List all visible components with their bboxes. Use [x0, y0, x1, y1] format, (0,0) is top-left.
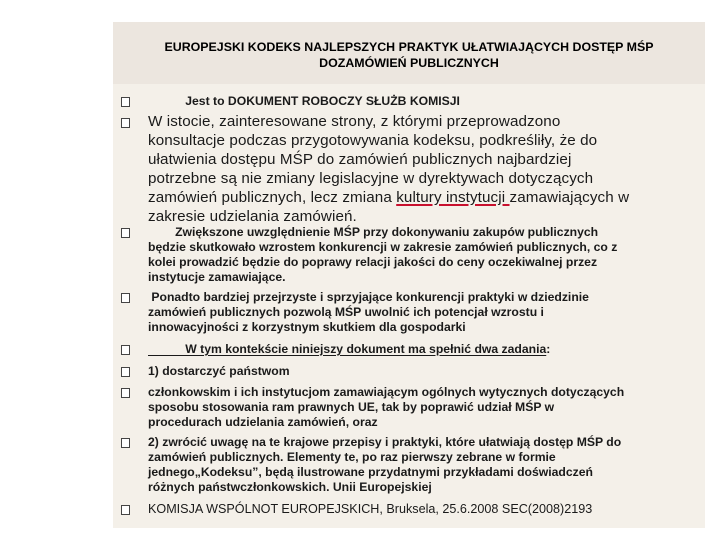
item-text: 2) zwrócić uwagę na te krajowe przepisy i praktyki, które ułatwiają dostęp MŚP do zamówień publicznych. Elementy te, po raz pierwszy zebrane w formie jednego„Kodeksu”, będą ilustrowane przydatnymi przykładami doświadczeń różnych państwczłonkowskich. Unii Europejskiej: [148, 435, 622, 494]
hyperlink[interactable]: kultury instytucji: [396, 189, 510, 206]
bullet-icon: [121, 228, 130, 238]
bullet-icon: [121, 367, 130, 377]
item-text: W istocie, zainteresowane strony, z którymi przeprowadzono konsultacje podczas przygotowywania kodeksu, podkreśliły, że do ułatwienia dostępu MŚP do zamówień publicznych najbardziej potrzebne są nie zmiany legislacyjne w dyrektywach dotyczących zamówień publicznych, lecz zmiana kultury instytucji zamawiających w zakresie udzielania zamówień.: [148, 113, 630, 225]
item-text: członkowskim i ich instytucjom zamawiającym ogólnych wytycznych dotyczących sposobu stosowania ram prawnych UE, tak by poprawić udział MŚP w procedurach udzielania zamówień, oraz: [148, 385, 625, 429]
bottom-band: [0, 528, 720, 540]
item-text: W tym kontekście niniejszy dokument ma spełnić dwa zadania:: [148, 342, 551, 356]
bullet-icon: [121, 505, 130, 515]
slide-title: [113, 39, 705, 71]
item-text: Ponadto bardziej przejrzyste i sprzyjające konkurencji praktyki w dziedzinie zamówień publicznych pozwolą MŚP uwolnić ich potencjał wzrostu i innowacyjności z korzystnym skutkiem dla gospodarki: [148, 290, 589, 334]
content-area: [113, 84, 705, 528]
bullet-icon: [121, 97, 130, 107]
bullet-icon: [121, 438, 130, 448]
item-text: 1) dostarczyć państwom: [148, 364, 290, 378]
bullet-icon: [121, 118, 130, 128]
item-text: Zwiększone uwzględnienie MŚP przy dokonywaniu zakupów publicznych będzie skutkowało wzrostem konkurencji w zakresie zamówień publicznych, co z kolei prowadzić będzie do poprawy relacji jakości do ceny oczekiwalnej przez instytucje zamawiające.: [148, 225, 618, 284]
title-line: EUROPEJSKI KODEKS NAJLEPSZYCH PRAKTYK UŁATWIAJĄCYCH DOSTĘP MŚP: [164, 40, 654, 54]
item-text: Jest to DOKUMENT ROBOCZY SŁUŻB KOMISJI: [148, 94, 460, 108]
top-band: [0, 0, 720, 20]
title-line: DOZAMÓWIEŃ PUBLICZNYCH: [319, 56, 499, 70]
item-text: KOMISJA WSPÓLNOT EUROPEJSKICH, Bruksela, 25.6.2008 SEC(2008)2193: [148, 502, 593, 516]
bullet-icon: [121, 388, 130, 398]
bullet-icon: [121, 293, 130, 303]
bullet-icon: [121, 345, 130, 355]
